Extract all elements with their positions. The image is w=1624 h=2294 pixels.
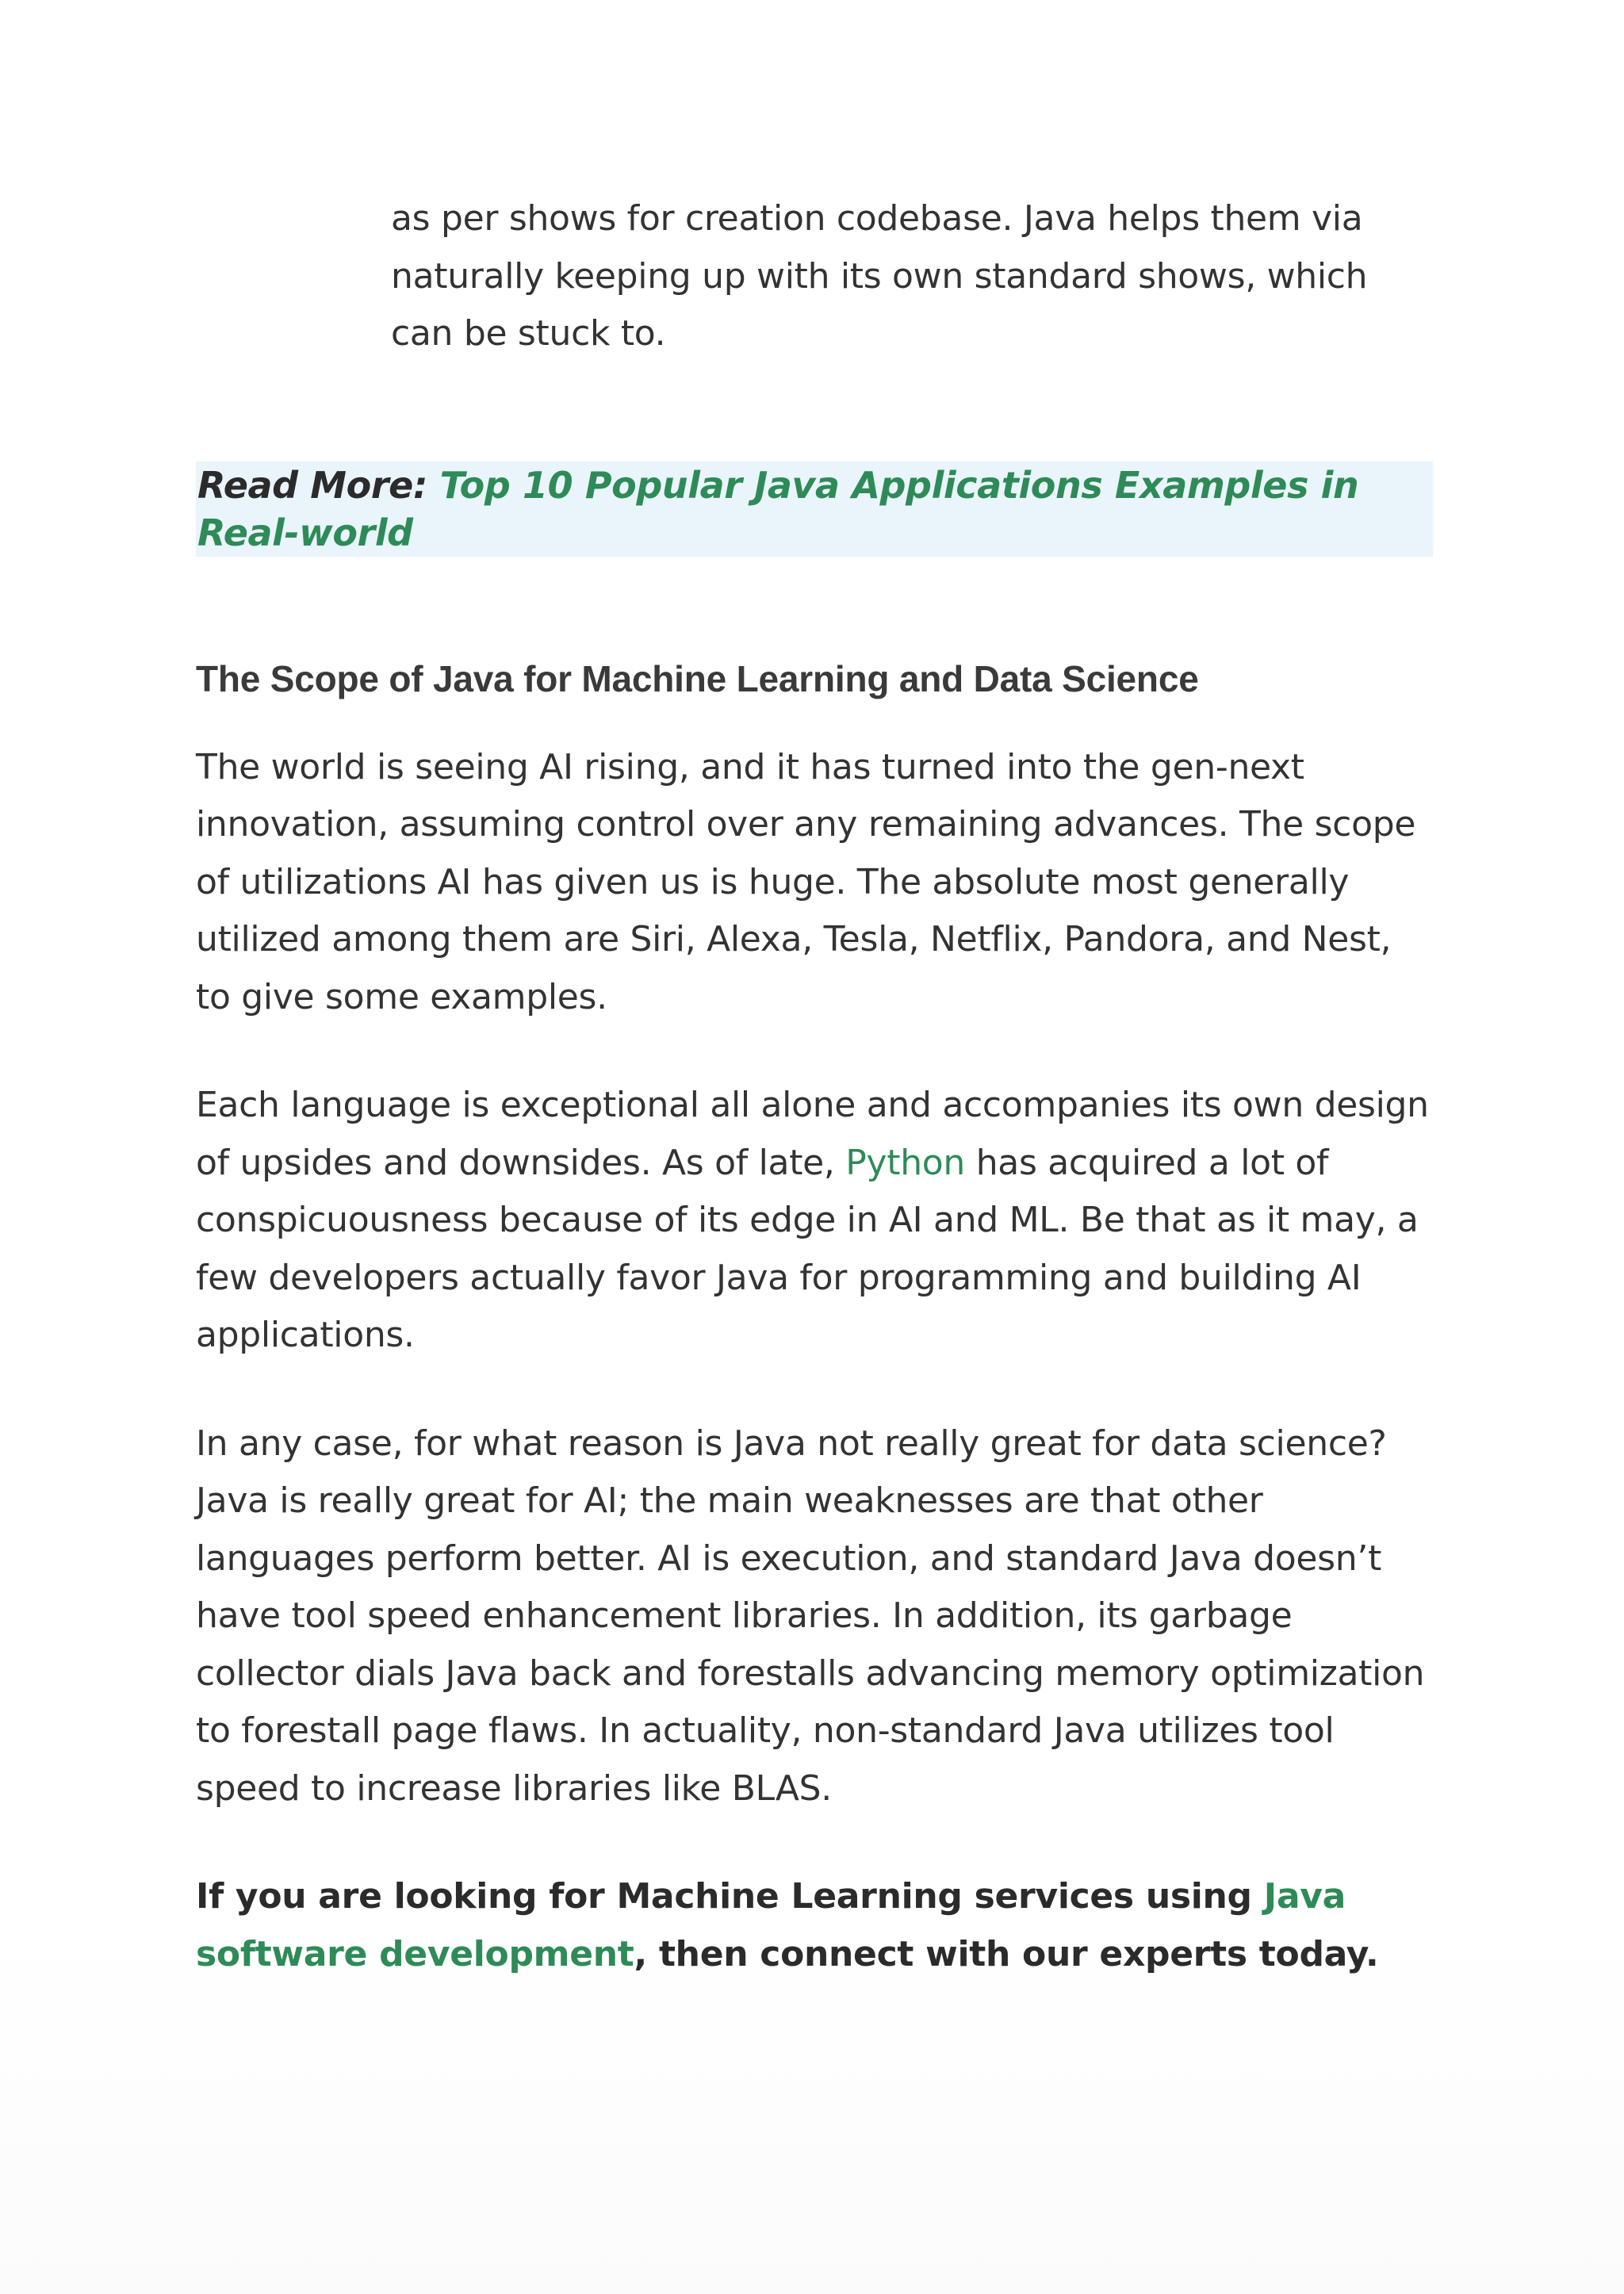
paragraph-languages <box>196 1077 1433 1365</box>
cta-text-1: If you are looking for Machine Learning services using <box>196 1876 1264 1917</box>
paragraph-ai-rising: The world is seeing AI rising, and it has turned into the gen-next innovation, assuming control over any remaining advances. The scope of utilizations AI has given us is huge. The absolute most generally utilized among them are Siri, Alexa, Tesla, Netflix, Pandora, and Nest, to give some examples. <box>196 746 1416 1017</box>
read-more-callout <box>196 461 1433 557</box>
intro-paragraph: as per shows for creation codebase. Java helps them via naturally keeping up with its own standard shows, which can be stuck to. <box>391 198 1368 354</box>
paragraph-languages-text-2: has acquired a lot of conspicuousness because of its edge in AI and ML. Be that as it may, a few developers actually favor Java for programming and building AI applications. <box>196 1142 1419 1355</box>
python-link[interactable]: Python <box>845 1142 966 1183</box>
read-more-label: Read More: <box>197 463 440 507</box>
read-more-block <box>196 461 1433 557</box>
section-heading: The Scope of Java for Machine Learning and Data Science <box>196 657 1199 699</box>
article-content <box>196 190 1433 1983</box>
java-software-development-link[interactable]: Java software development <box>196 1876 1346 1974</box>
paragraph-java-data-science: In any case, for what reason is Java not really great for data science? Java is really great for AI; the main weaknesses are that other languages perform better. AI is execution, and standard Java doesn’t have tool speed enhancement libraries. In addition, its garbage collector dials Java back and forestalls advancing memory optimization to forestall page flaws. In actuality, non-standard Java utilizes tool speed to increase libraries like BLAS. <box>196 1423 1425 1809</box>
call-to-action-paragraph <box>196 1868 1433 1983</box>
paragraph-languages-text-1: Each language is exceptional all alone and accompanies its own design of upsides and downsides. As of late, <box>196 1085 1429 1183</box>
read-more-link[interactable]: Top 10 Popular Java Applications Examples in Real-world <box>197 463 1359 554</box>
cta-text-2: , then connect with our experts today. <box>634 1933 1379 1974</box>
